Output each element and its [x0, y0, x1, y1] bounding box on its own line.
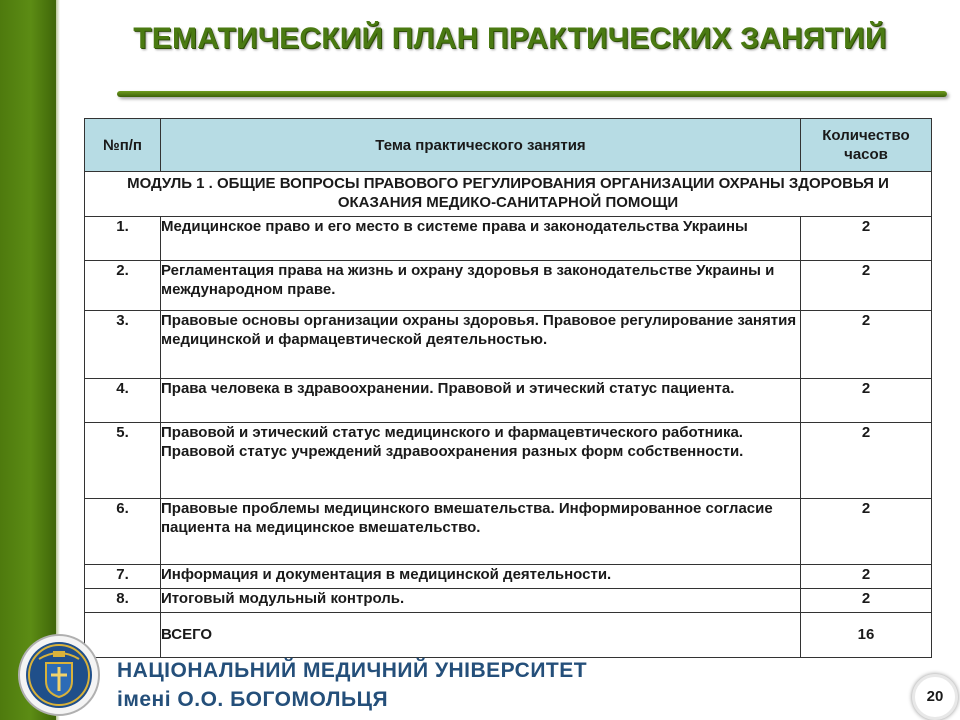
- total-label: ВСЕГО: [161, 613, 801, 658]
- header-hours: Количество часов: [801, 119, 932, 172]
- table-row: [85, 565, 932, 589]
- row-hours: 2: [801, 217, 932, 261]
- practical-lessons-table: [84, 118, 932, 658]
- row-number: 3.: [85, 311, 161, 379]
- left-accent-bar-edge: [56, 0, 60, 720]
- row-topic: Правовой и этический статус медицинского и фармацевтического работника. Правовой статус учреждений здравоохранения разных форм собственности.: [161, 423, 801, 499]
- row-number: 7.: [85, 565, 161, 589]
- university-name: [117, 656, 587, 714]
- table-row: [85, 589, 932, 613]
- table-row: [85, 311, 932, 379]
- row-topic: Права человека в здравоохранении. Правовой и этический статус пациента.: [161, 379, 801, 423]
- row-number: 1.: [85, 217, 161, 261]
- university-name-line2: імені О.О. БОГОМОЛЬЦЯ: [117, 688, 389, 711]
- row-hours: 2: [801, 423, 932, 499]
- row-topic: Медицинское право и его место в системе права и законодательства Украины: [161, 217, 801, 261]
- total-hours: 16: [801, 613, 932, 658]
- row-hours: 2: [801, 565, 932, 589]
- table-row: [85, 217, 932, 261]
- total-row: [85, 613, 932, 658]
- row-topic: Информация и документация в медицинской деятельности.: [161, 565, 801, 589]
- row-hours: 2: [801, 379, 932, 423]
- table-header-row: [85, 119, 932, 172]
- table-row: [85, 379, 932, 423]
- header-topic: Тема практического занятия: [161, 119, 801, 172]
- row-hours: 2: [801, 261, 932, 311]
- header-number: №п/п: [85, 119, 161, 172]
- row-topic: Итоговый модульный контроль.: [161, 589, 801, 613]
- table-row: [85, 261, 932, 311]
- row-hours: 2: [801, 499, 932, 565]
- table-row: [85, 423, 932, 499]
- row-number: 6.: [85, 499, 161, 565]
- row-hours: 2: [801, 311, 932, 379]
- table-row: [85, 499, 932, 565]
- module-title: МОДУЛЬ 1 . ОБЩИЕ ВОПРОСЫ ПРАВОВОГО РЕГУЛИРОВАНИЯ ОРГАНИЗАЦИИ ОХРАНЫ ЗДОРОВЬЯ И ОКАЗАНИЯ МЕДИКО-САНИТАРНОЙ ПОМОЩИ: [85, 172, 932, 217]
- row-number: 4.: [85, 379, 161, 423]
- row-topic: Правовые основы организации охраны здоровья. Правовое регулирование занятия медицинской и фармацевтической деятельностью.: [161, 311, 801, 379]
- row-hours: 2: [801, 589, 932, 613]
- row-number: 2.: [85, 261, 161, 311]
- page-number-badge: 20: [912, 674, 958, 720]
- university-name-line1: НАЦІОНАЛЬНИЙ МЕДИЧНИЙ УНІВЕРСИТЕТ: [117, 659, 588, 682]
- left-accent-bar: [0, 0, 56, 720]
- title-divider: [117, 91, 947, 97]
- row-number: 8.: [85, 589, 161, 613]
- row-number: 5.: [85, 423, 161, 499]
- university-crest-icon: [17, 633, 101, 717]
- module-row: [85, 172, 932, 217]
- row-topic: Регламентация права на жизнь и охрану здоровья в законодательстве Украины и международном праве.: [161, 261, 801, 311]
- slide-title: ТЕМАТИЧЕСКИЙ ПЛАН ПРАКТИЧЕСКИХ ЗАНЯТИЙ: [133, 22, 887, 55]
- row-topic: Правовые проблемы медицинского вмешательства. Информированное согласие пациента на медицинское вмешательство.: [161, 499, 801, 565]
